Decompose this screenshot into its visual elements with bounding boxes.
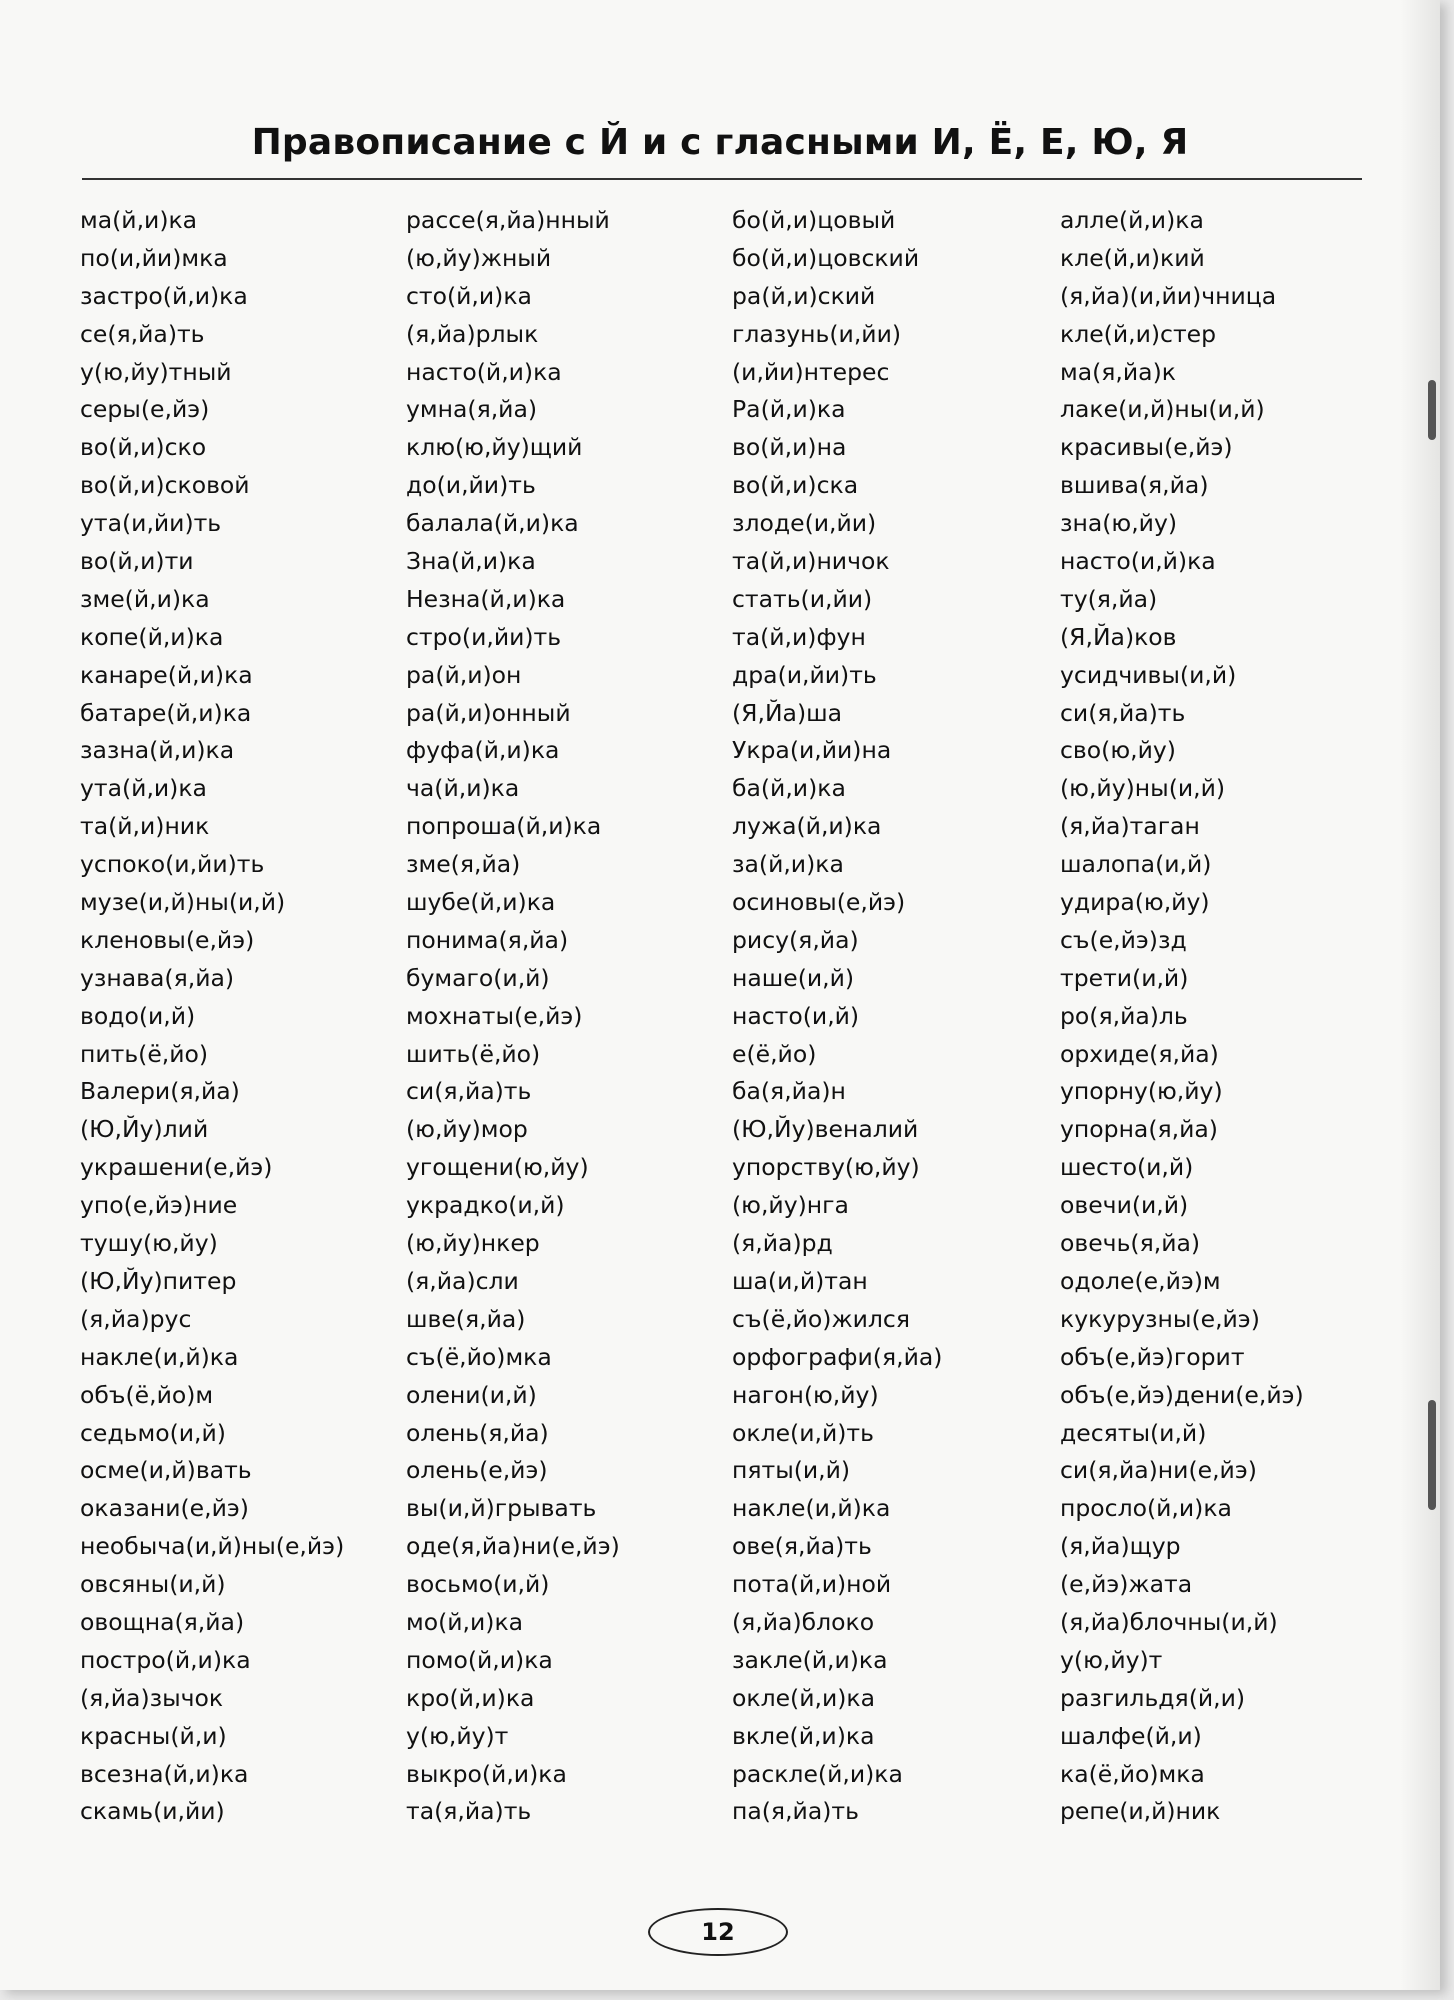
word-item: объ(ё,йо)м [80,1380,214,1409]
word-item: вы(и,й)грывать [406,1494,597,1523]
word-item: ту(я,йа) [1060,584,1158,613]
word-item: съ(ё,йо)жился [732,1304,910,1333]
word-item: помо(й,и)ка [406,1645,553,1674]
word-item: упорству(ю,йу) [732,1153,920,1182]
word-item: ута(й,и)ка [80,774,207,803]
word-item: (я,йа)зычок [80,1683,224,1712]
word-item: се(я,йа)ть [80,319,205,348]
word-item: красны(й,и) [80,1721,227,1750]
word-item: овечи(и,й) [1060,1191,1189,1220]
word-item: украшени(е,йэ) [80,1153,273,1182]
word-item: просло(й,и)ка [1060,1494,1232,1523]
word-item: та(й,и)ник [80,812,210,841]
word-item: тушу(ю,йу) [80,1229,218,1258]
word-item: ове(я,йа)ть [732,1532,872,1561]
word-column-4 [1060,202,1380,1831]
word-item: попроша(й,и)ка [406,812,602,841]
word-item: (е,йэ)жата [1060,1570,1193,1599]
word-item: умна(я,йа) [406,395,538,424]
word-item: съ(ё,йо)мка [406,1342,552,1371]
word-item: репе(и,й)ник [1060,1797,1221,1826]
word-item: красивы(е,йэ) [1060,433,1233,462]
word-item: пить(ё,йо) [80,1039,209,1068]
word-item: (Ю,Йу)лий [80,1115,209,1144]
word-item: ба(й,и)ка [732,774,846,803]
word-item: пяты(и,й) [732,1456,851,1485]
word-item: успоко(и,йи)ть [80,850,265,879]
word-item: Ра(й,и)ка [732,395,846,424]
word-item: копе(й,и)ка [80,622,224,651]
word-item: угощени(ю,йу) [406,1153,589,1182]
word-item: накле(и,й)ка [732,1494,891,1523]
word-item: у(ю,йу)т [406,1721,509,1750]
word-item: (я,йа)(и,йи)чница [1060,281,1277,310]
word-item: бо(й,и)цовский [732,243,920,272]
word-item: окле(и,й)ть [732,1418,874,1447]
word-item: овощна(я,йа) [80,1607,245,1636]
word-item: (ю,йу)мор [406,1115,528,1144]
word-item: сво(ю,йу) [1060,736,1176,765]
word-item: ма(й,и)ка [80,206,198,234]
word-item: овсяны(и,й) [80,1570,226,1599]
word-item: необыча(и,й)ны(е,йэ) [80,1532,345,1561]
title-divider [82,178,1362,180]
word-item: удира(ю,йу) [1060,888,1210,917]
word-columns [80,202,1380,1842]
word-item: шить(ё,йо) [406,1039,541,1068]
word-item: зме(я,йа) [406,850,521,879]
word-item: кукурузны(е,йэ) [1060,1304,1260,1333]
word-item: Валери(я,йа) [80,1077,240,1106]
word-item: объ(е,йэ)дени(е,йэ) [1060,1380,1304,1409]
word-item: ута(и,йи)ть [80,509,222,538]
page-title: Правописание с Й и с гласными И, Ё, Е, Ю, Я [251,122,1189,163]
word-item: (ю,йу)ны(и,й) [1060,774,1226,803]
word-item: (и,йи)нтерес [732,357,890,386]
word-item: ма(я,йа)к [1060,357,1176,386]
word-item: ра(й,и)он [406,660,522,689]
word-item: съ(е,йэ)зд [1060,925,1187,954]
word-item: по(и,йи)мка [80,243,228,272]
word-item: Укра(и,йи)на [732,736,892,765]
word-item: (я,йа)рус [80,1304,192,1333]
word-item: ро(я,йа)ль [1060,1001,1188,1030]
word-item: у(ю,йу)т [1060,1645,1163,1674]
word-item: (я,йа)щур [1060,1532,1181,1561]
word-item: упорну(ю,йу) [1060,1077,1223,1106]
word-item: во(й,и)ско [80,433,207,462]
word-item: зазна(й,и)ка [80,736,235,765]
word-item: швe(я,йа) [406,1304,526,1333]
word-item: музе(и,й)ны(и,й) [80,888,286,917]
word-item: оде(я,йа)ни(е,йэ) [406,1532,620,1561]
word-item: кле(й,и)стер [1060,319,1217,348]
word-item: олень(е,йэ) [406,1456,548,1485]
word-item: олень(я,йа) [406,1418,549,1447]
word-item: канаре(й,и)ка [80,660,253,689]
word-item: насто(й,и)ка [406,357,562,386]
word-item: пота(й,и)ной [732,1570,892,1599]
word-item: объ(е,йэ)горит [1060,1342,1245,1371]
word-item: (я,йа)блоко [732,1607,875,1636]
word-item: лаке(и,й)ны(и,й) [1060,395,1265,424]
word-item: кленовы(е,йэ) [80,925,255,954]
word-item: (Ю,Йу)веналий [732,1115,919,1144]
word-item: осиновы(е,йэ) [732,888,906,917]
word-item: рису(я,йа) [732,925,859,954]
word-item: кле(й,и)кий [1060,243,1205,272]
word-item: всезна(й,и)ка [80,1759,249,1788]
word-item: шубе(й,и)ка [406,888,556,917]
word-item: во(й,и)ска [732,471,859,500]
word-item: (я,йа)блочны(и,й) [1060,1607,1278,1636]
word-item: вкле(й,и)ка [732,1721,875,1750]
word-item: выкро(й,и)ка [406,1759,567,1788]
word-item: одоле(е,йэ)м [1060,1266,1221,1295]
word-item: у(ю,йу)тный [80,357,232,386]
word-item: зме(й,и)ка [80,584,210,613]
word-item: злоде(и,йи) [732,509,877,538]
word-item: клю(ю,йу)щий [406,433,583,462]
word-item: усидчивы(и,й) [1060,660,1237,689]
word-item: стать(и,йи) [732,584,873,613]
word-item: (ю,йу)жный [406,243,552,272]
word-item: ша(и,й)тан [732,1266,868,1295]
word-item: сто(й,и)ка [406,281,532,310]
word-item: ба(я,йа)н [732,1077,846,1106]
word-item: во(й,и)ти [80,547,194,576]
word-item: разгильдя(й,и) [1060,1683,1246,1712]
word-item: седьмо(и,й) [80,1418,226,1447]
word-item: насто(и,й)ка [1060,547,1216,576]
page-number: 12 [648,1908,788,1956]
word-item: стро(и,йи)ть [406,622,562,651]
word-item: лужа(й,и)ка [732,812,882,841]
word-column-3 [732,202,1052,1831]
word-item: мо(й,и)ка [406,1607,524,1636]
word-item: осме(и,й)вать [80,1456,252,1485]
word-item: глазунь(и,йи) [732,319,902,348]
word-item: олени(и,й) [406,1380,537,1409]
word-item: та(й,и)фун [732,622,866,651]
word-item: накле(и,й)ка [80,1342,239,1371]
word-item: Незна(й,и)ка [406,584,566,613]
word-item: наше(и,й) [732,963,855,992]
word-item: е(ё,йо) [732,1039,817,1068]
word-item: бумаго(и,й) [406,963,550,992]
word-item: алле(й,и)ка [1060,206,1204,234]
word-item: восьмо(и,й) [406,1570,550,1599]
page-tab-marker [1428,380,1436,440]
word-item: застро(й,и)ка [80,281,248,310]
word-item: кро(й,и)ка [406,1683,535,1712]
word-item: понима(я,йа) [406,925,569,954]
word-item: мохнаты(е,йэ) [406,1001,583,1030]
word-column-2 [406,202,726,1831]
word-item: во(й,и)сковой [80,471,250,500]
word-item: нагон(ю,йу) [732,1380,879,1409]
word-item: (Ю,Йу)питер [80,1266,237,1295]
word-item: Зна(й,и)ка [406,547,536,576]
word-item: шесто(и,й) [1060,1153,1194,1182]
page-edge-shadow [1400,0,1440,1990]
word-item: та(я,йа)ть [406,1797,532,1826]
word-item: балала(й,и)ка [406,509,579,538]
word-item: си(я,йа)ть [1060,698,1186,727]
word-item: овечь(я,йа) [1060,1229,1201,1258]
word-item: дра(и,йи)ть [732,660,877,689]
word-item: (Я,Йа)ков [1060,622,1177,651]
word-item: ча(й,и)ка [406,774,520,803]
word-item: орфографи(я,йа) [732,1342,943,1371]
word-item: оказани(е,йэ) [80,1494,249,1523]
word-item: орхиде(я,йа) [1060,1039,1219,1068]
word-item: во(й,и)на [732,433,847,462]
word-item: водо(и,й) [80,1001,196,1030]
word-item: ра(й,и)онный [406,698,571,727]
word-item: батаре(й,и)ка [80,698,252,727]
word-item: (я,йа)рд [732,1229,833,1258]
word-item: упо(е,йэ)ние [80,1191,238,1220]
word-item: бо(й,и)цовый [732,206,896,234]
word-item: трети(и,й) [1060,963,1189,992]
word-item: (я,йа)сли [406,1266,519,1295]
word-item: серы(е,йэ) [80,395,210,424]
word-item: си(я,йа)ть [406,1077,532,1106]
word-item: закле(й,и)ка [732,1645,888,1674]
word-item: си(я,йа)ни(е,йэ) [1060,1456,1257,1485]
word-item: (я,йа)рлык [406,319,539,348]
word-item: (я,йа)таган [1060,812,1200,841]
word-item: (Я,Йа)ша [732,698,843,727]
word-item: украдко(и,й) [406,1191,565,1220]
page-tab-marker [1428,1400,1436,1510]
word-item: насто(и,й) [732,1001,860,1030]
word-item: десяты(и,й) [1060,1418,1207,1447]
word-item: (ю,йу)нкер [406,1229,540,1258]
word-item: узнава(я,йа) [80,963,235,992]
word-item: окле(й,и)ка [732,1683,875,1712]
word-item: ра(й,и)ский [732,281,876,310]
word-column-1 [80,202,400,1831]
word-item: фуфа(й,и)ка [406,736,560,765]
word-item: ка(ё,йо)мка [1060,1759,1205,1788]
word-item: до(и,йи)ть [406,471,536,500]
word-item: постро(й,и)ка [80,1645,251,1674]
word-item: шалопа(и,й) [1060,850,1212,879]
word-item: скамь(и,йи) [80,1797,225,1826]
word-item: та(й,и)ничок [732,547,890,576]
word-item: (ю,йу)нга [732,1191,849,1220]
word-item: зна(ю,йу) [1060,509,1178,538]
word-item: па(я,йа)ть [732,1797,859,1826]
word-item: раскле(й,и)ка [732,1759,903,1788]
word-item: рассе(я,йа)нный [406,206,610,234]
word-item: вшива(я,йа) [1060,471,1209,500]
word-item: упорна(я,йа) [1060,1115,1218,1144]
word-item: за(й,и)ка [732,850,844,879]
word-item: шалфе(й,и) [1060,1721,1202,1750]
